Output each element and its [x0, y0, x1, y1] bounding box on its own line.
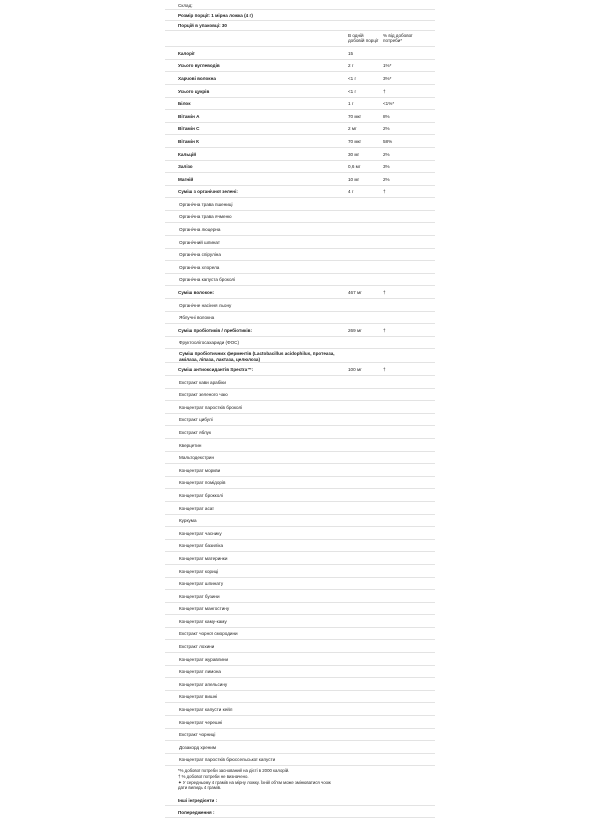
composition-label: Склад: — [178, 2, 193, 8]
table-row — [165, 274, 435, 287]
row-label: Органічна спіруліна — [179, 252, 221, 258]
row-amount: 2 мг — [348, 126, 357, 132]
table-row — [165, 540, 435, 553]
row-label: Концентрат брокколі — [179, 492, 223, 498]
row-percent: † — [383, 290, 386, 296]
table-row — [165, 653, 435, 666]
table-row — [165, 640, 435, 653]
supplement-facts-table — [165, 0, 435, 818]
table-row — [165, 603, 435, 616]
table-row — [165, 439, 435, 452]
row-label: Концентрат мангостину — [179, 606, 230, 612]
row-label: Екстракт зеленого чаю — [179, 392, 228, 398]
table-row — [165, 286, 435, 299]
table-row — [165, 349, 435, 363]
table-row — [165, 565, 435, 578]
row-label: Концентрат часнику — [179, 530, 222, 536]
row-label: Концентрат базиліка — [179, 543, 223, 549]
row-label: Дозакорд хреним — [179, 744, 217, 750]
nutrient-rows — [165, 47, 435, 794]
table-row — [165, 578, 435, 591]
table-row — [165, 703, 435, 716]
table-row — [165, 678, 435, 691]
row-label: Екстракт чорниці — [179, 732, 216, 738]
column-header-amount: В одній добовій порції — [348, 33, 379, 44]
table-row — [165, 489, 435, 502]
row-label: Концентрат кориці — [179, 568, 219, 574]
row-percent: 2% — [383, 126, 390, 132]
row-label: Органічна трава ячменю — [179, 214, 232, 220]
row-percent: 3%* — [383, 75, 392, 81]
row-amount: 15 — [348, 50, 354, 56]
row-label: Калорії — [178, 50, 195, 56]
row-label: Усього вуглеводів — [178, 63, 220, 69]
row-label: Екстракт яблук — [179, 429, 211, 435]
table-row — [165, 389, 435, 402]
row-label: Магній — [178, 176, 194, 182]
row-label: Суміш пробіотичних ферментів (Lactobacillus acidophilus, протеаза, амілаза, ліпаза, лактаза, целюлоза) — [179, 351, 335, 362]
table-row — [165, 161, 435, 174]
row-percent: 2% — [383, 151, 390, 157]
row-label: Органічна хлорела — [179, 264, 220, 270]
row-amount: <1 г — [348, 88, 357, 94]
table-header — [165, 31, 435, 47]
table-row — [165, 552, 435, 565]
row-label: Мальтодекстрин — [179, 455, 215, 461]
row-label: Концентрат лимона — [179, 669, 221, 675]
table-row — [165, 312, 435, 325]
column-header-percent: % від добової потреби* — [383, 33, 413, 44]
row-label: Яблучні волокна — [179, 315, 215, 321]
table-row — [165, 401, 435, 414]
table-row — [165, 502, 435, 515]
table-row — [165, 477, 435, 490]
row-amount: 269 мг — [348, 327, 362, 333]
row-label: Органічне насіння льону — [179, 302, 232, 308]
table-row — [165, 337, 435, 350]
warnings-label: Попередження : — [178, 810, 215, 816]
row-label: Концентрат асаї — [179, 505, 214, 511]
row-label: Харчові волокна — [178, 75, 216, 81]
table-row — [165, 741, 435, 754]
row-percent: <1%* — [383, 101, 395, 107]
row-label: Концентрат бузини — [179, 593, 220, 599]
table-row — [165, 515, 435, 528]
table-row — [165, 590, 435, 603]
row-label: Концентрат каму-каму — [179, 618, 227, 624]
table-row — [165, 85, 435, 98]
row-amount: 10 мг — [348, 176, 360, 182]
table-row — [165, 173, 435, 186]
row-percent: 2% — [383, 176, 390, 182]
table-row — [165, 148, 435, 161]
serving-size-label: Розмір порції: 1 мірна ложка (4 г) — [178, 12, 253, 18]
row-label: Органічна трава пшениці — [179, 201, 233, 207]
row-label: Екстракт лохини — [179, 644, 215, 650]
row-percent: † — [383, 367, 386, 373]
row-label: Суміш антиоксидантів Spectra™: — [178, 367, 254, 373]
composition-row — [165, 0, 435, 10]
table-row — [165, 414, 435, 427]
row-amount: 0,6 мг — [348, 164, 361, 170]
row-label: Концентрат черешні — [179, 719, 223, 725]
table-row — [165, 729, 435, 742]
table-row — [165, 198, 435, 211]
row-label: Концентрат паростків броколі — [179, 404, 243, 410]
table-row — [165, 452, 435, 465]
row-label: Екстракт кави арабіки — [179, 379, 226, 385]
row-label: Фруктоолігосахариди (ФОС) — [179, 340, 239, 346]
row-label: Концентрат капусти кейл — [179, 707, 233, 713]
servings-row — [165, 21, 435, 31]
row-percent: 8% — [383, 113, 390, 119]
servings-label: Порцій в упаковці: 30 — [178, 23, 227, 29]
table-row — [165, 110, 435, 123]
row-percent: 1%* — [383, 63, 392, 69]
row-amount: 70 мкг — [348, 138, 362, 144]
row-label: Концентрат шпинату — [179, 581, 224, 587]
row-amount: <1 г — [348, 75, 357, 81]
row-label: Кверцетин — [179, 442, 202, 448]
table-row — [165, 223, 435, 236]
row-label: Вітамін А — [178, 113, 200, 119]
footnote-line: *% добової потреби заснований на дієті в 2000 калорій. — [178, 768, 290, 774]
table-row — [165, 527, 435, 540]
table-row — [165, 211, 435, 224]
row-label: Кальцій — [178, 151, 197, 157]
row-label: Екстракт чорної смородини — [179, 631, 238, 637]
row-label: Залізо — [178, 164, 193, 170]
table-row — [165, 186, 435, 199]
row-amount: 1 г — [348, 101, 354, 107]
row-label: Вітамін С — [178, 126, 200, 132]
table-row — [165, 754, 435, 767]
row-percent: 3% — [383, 164, 390, 170]
table-row — [165, 72, 435, 85]
table-row — [165, 135, 435, 148]
other-ingredients-label: Інші інгредієнти : — [178, 798, 218, 804]
row-label: Концентрат помідорів — [179, 480, 226, 486]
table-row — [165, 236, 435, 249]
footnotes — [165, 766, 435, 794]
table-row — [165, 299, 435, 312]
table-row — [165, 716, 435, 729]
table-row — [165, 464, 435, 477]
row-amount: 2 г — [348, 63, 354, 69]
table-row — [165, 376, 435, 389]
row-label: Органічна люцерна — [179, 227, 221, 233]
table-row — [165, 628, 435, 641]
row-amount: 30 мг — [348, 151, 360, 157]
table-row — [165, 324, 435, 337]
table-row — [165, 123, 435, 136]
row-percent: † — [383, 88, 386, 94]
row-label: Концентрат журавлини — [179, 656, 229, 662]
table-row — [165, 261, 435, 274]
row-amount: 100 мг — [348, 367, 362, 373]
table-row — [165, 666, 435, 679]
table-row — [165, 363, 435, 376]
serving-size-row — [165, 10, 435, 20]
table-row — [165, 249, 435, 262]
table-row — [165, 98, 435, 111]
table-row — [165, 426, 435, 439]
row-percent: † — [383, 327, 386, 333]
row-label: Суміш пробіотиків / пребіотиків: — [178, 327, 252, 333]
table-row — [165, 47, 435, 60]
row-label: Органічна капуста броколі — [179, 277, 236, 283]
footnote-line: дати вилидь 4 грамів. — [178, 785, 222, 791]
row-label: Органічний шпинат — [179, 239, 220, 245]
table-row — [165, 60, 435, 73]
footnote-line: † % добової потреби не визначено. — [178, 774, 249, 780]
row-label: Куркума — [179, 518, 197, 524]
row-label: Концентрат моркви — [179, 467, 221, 473]
row-amount: 4 г — [348, 189, 354, 195]
row-percent: 58% — [383, 138, 393, 144]
warnings-row — [165, 806, 435, 818]
row-label: Суміш з органічної зелені: — [178, 189, 238, 195]
row-amount: 467 мг — [348, 290, 362, 296]
footnote-line: ✦ У середньому 4 грамів на мірну ложку. Їхній об'єм може змінюватися чоож — [178, 779, 331, 785]
row-label: Білок — [178, 101, 191, 107]
ingredients-row — [165, 794, 435, 806]
row-label: Вітамін К — [178, 138, 199, 144]
row-label: Концентрат вишні — [179, 694, 218, 700]
row-label: Концентрат апельсину — [179, 681, 228, 687]
row-percent: † — [383, 189, 386, 195]
row-amount: 70 мкг — [348, 113, 362, 119]
row-label: Концентрат материнки — [179, 555, 228, 561]
row-label: Екстракт цибулі — [179, 417, 213, 423]
table-row — [165, 615, 435, 628]
row-label: Суміш волокон: — [178, 290, 215, 296]
row-label: Усього цукрів — [178, 88, 210, 94]
table-row — [165, 691, 435, 704]
row-label: Концентрат паростків брюссельської капусти — [179, 757, 276, 763]
